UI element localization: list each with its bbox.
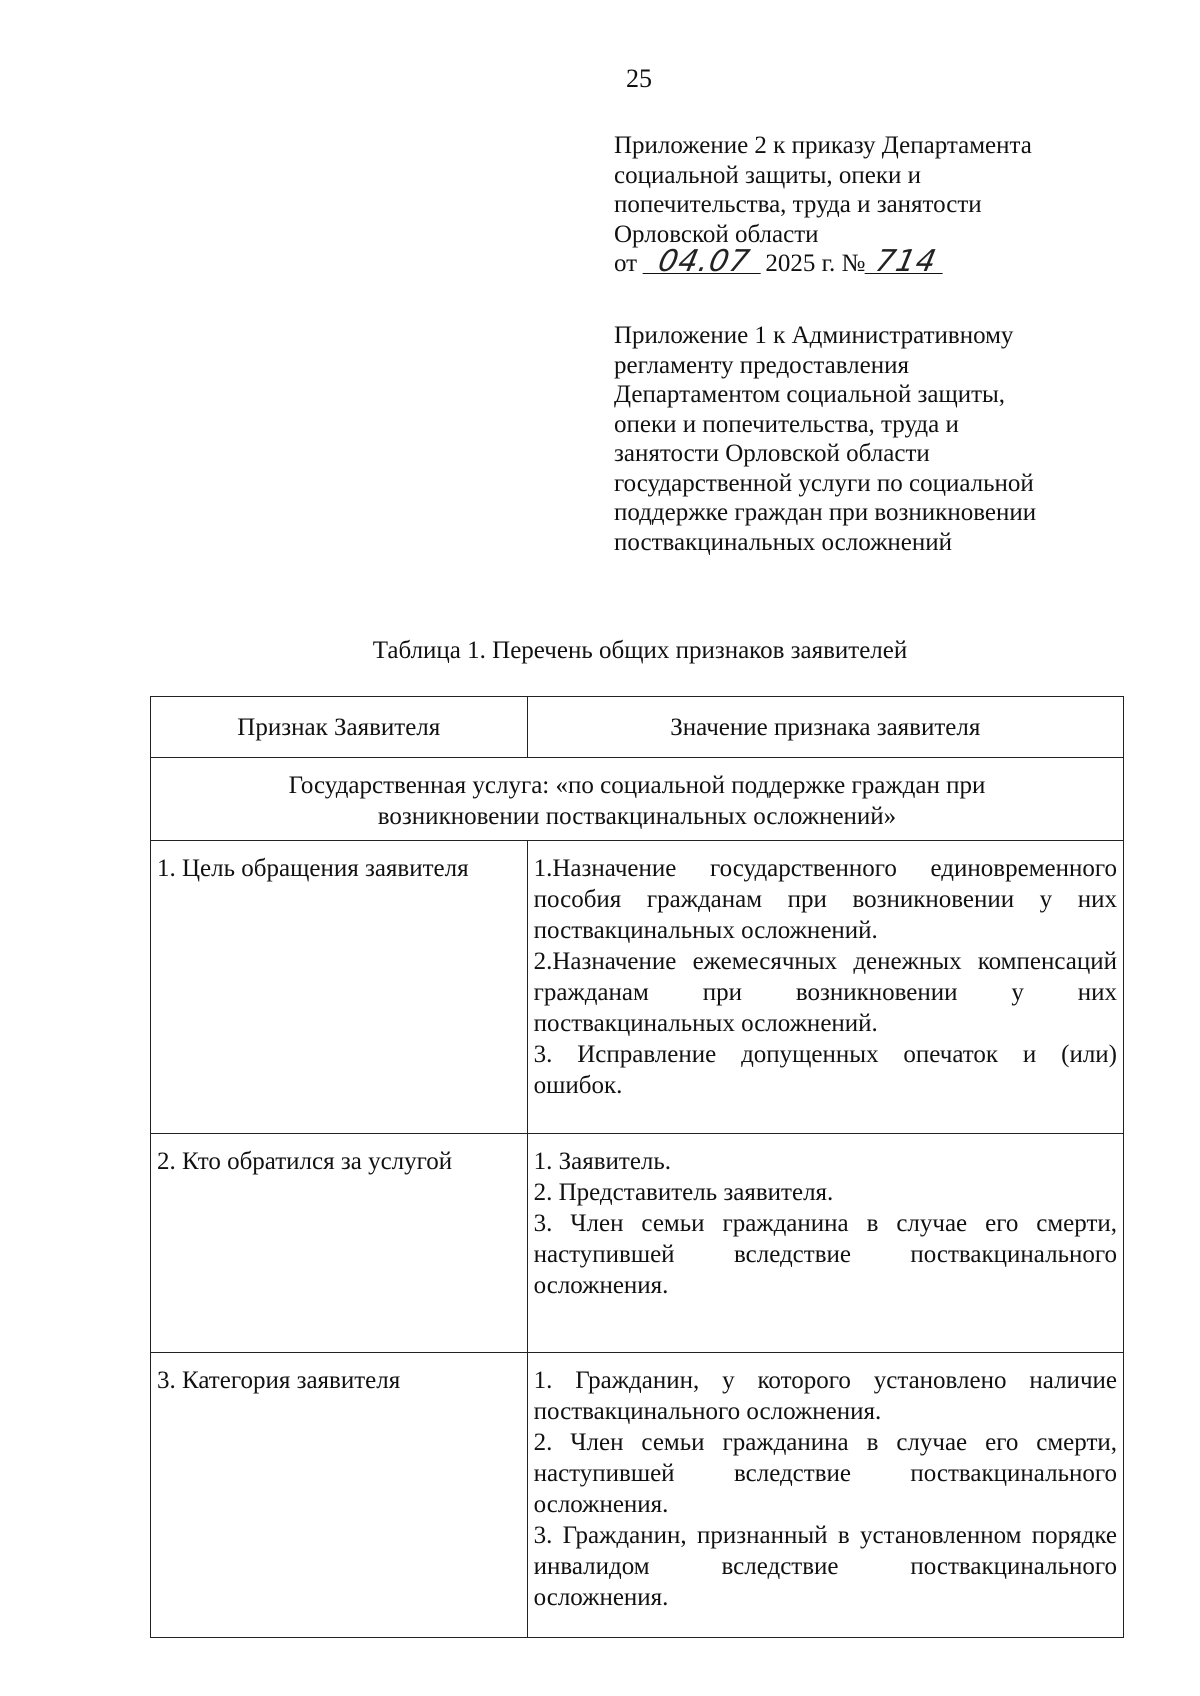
service-title-cell [151,758,1124,841]
appendix-regulation-line: опеки и попечительства, труда и [614,410,959,438]
value-item: 1. Гражданин, у которого установлено наличие поствакцинального осложнения. [533,1367,1117,1425]
table-row [151,1353,1124,1638]
order-date-number-line [614,244,1084,279]
appendix-regulation-line: Департаментом социальной защиты, [614,381,1006,408]
appendix-regulation-line: занятости Орловской области [614,440,930,467]
value-cell [527,1353,1123,1638]
service-title-line: Государственная услуга: «по социальной поддержке граждан при [288,772,986,799]
appendix-regulation-line: поддержке граждан при возникновении [614,499,1037,526]
handwritten-order-number: 714 [865,251,948,274]
value-item: 3. Гражданин, признанный в установленном порядке инвалидом вследствие поствакцинального осложнения. [533,1522,1117,1611]
appendix-order-line: Орловской области [614,220,819,248]
appendix-regulation-line: государственной услуги по социальной [614,469,1034,497]
value-item: 2. Представитель заявителя. [533,1179,834,1206]
service-title-line: возникновении поствакцинальных осложнений» [377,803,897,830]
value-item: 1. Заявитель. [533,1148,672,1175]
sign-cell: 3. Категория заявителя [151,1353,528,1638]
table-row [151,1134,1124,1353]
applicant-signs-table [150,696,1124,1638]
service-row [151,758,1124,841]
table-header-row [151,697,1124,758]
appendix-order-line: Приложение 2 к приказу Департамента [614,132,1032,159]
value-item: 1.Назначение государственного единовременного пособия гражданам при возникновении у них поствакцинальных осложнений. [533,855,1117,944]
table-row [151,841,1124,1134]
value-item: 2. Член семьи гражданина в случае его смерти, наступившей вследствие поствакцинального осложнения. [533,1429,1117,1518]
appendix-order-line: социальной защиты, опеки и [614,161,922,189]
appendix-regulation-line: поствакцинальных осложнений [614,528,952,556]
handwritten-date: 04.07 [643,251,766,274]
order-year-number-label: 2025 г. № [765,250,866,277]
sign-cell: 2. Кто обратился за услугой [151,1134,528,1353]
order-date-prefix: от [614,250,638,277]
header-value: Значение признака заявителя [527,697,1123,758]
appendix-regulation-line: Приложение 1 к Административному [614,322,1014,349]
value-item: 3. Член семьи гражданина в случае его смерти, наступившей вследствие поствакцинального осложнения. [533,1210,1117,1299]
sign-cell: 1. Цель обращения заявителя [151,841,528,1134]
appendix-regulation-block [614,321,1084,557]
value-item: 3. Исправление допущенных опечаток и (или) ошибок. [533,1041,1117,1099]
value-item: 2.Назначение ежемесячных денежных компенсаций гражданам при возникновении у них поствакцинальных осложнений. [533,948,1117,1037]
page-number: 25 [626,64,652,93]
value-cell [527,1134,1123,1353]
value-cell [527,841,1123,1134]
header-sign: Признак Заявителя [151,697,528,758]
appendix-order-line: попечительства, труда и занятости [614,191,982,218]
appendix-order-block [614,131,1084,279]
table-caption: Таблица 1. Перечень общих признаков заявителей [372,637,908,664]
appendix-regulation-line: регламенту предоставления [614,351,910,379]
